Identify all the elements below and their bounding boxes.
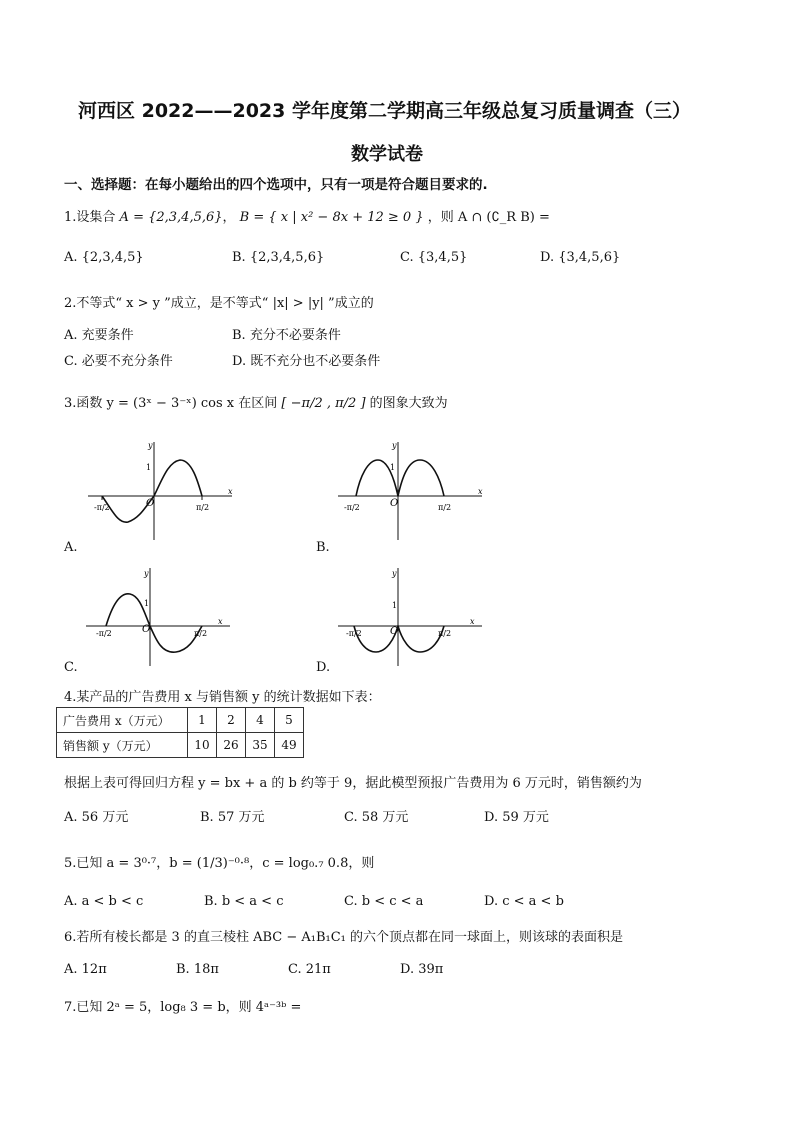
q5-option-b: B. b < a < c <box>204 894 284 909</box>
page-subtitle: 数学试卷 <box>351 144 423 165</box>
graph-b-one: 1 <box>390 463 396 472</box>
q3-label-c: C. <box>64 660 78 675</box>
q2-option-b: B. 充分不必要条件 <box>232 328 341 343</box>
table-row <box>57 733 304 758</box>
graph-b-origin: O <box>390 498 399 509</box>
q6-option-a: A. 12π <box>64 962 107 977</box>
q6-option-c: C. 21π <box>288 962 331 977</box>
q6-option-b: B. 18π <box>176 962 219 977</box>
q4-row2-cell: 26 <box>217 733 246 758</box>
q4-row2-cell: 49 <box>275 733 304 758</box>
q4-option-b: B. 57 万元 <box>200 810 265 825</box>
q1-option-d: D. {3,4,5,6} <box>540 250 621 265</box>
q1-option-b: B. {2,3,4,5,6} <box>232 250 325 265</box>
q4-followup: 根据上表可得回归方程 y = bx + a 的 b 约等于 9，据此模型预报广告费用为 6 万元时，销售额约为 <box>64 776 642 791</box>
graph-c-curve <box>106 594 202 652</box>
graph-d-half-pi: π/2 <box>438 629 452 638</box>
q5-option-d: D. c < a < b <box>484 894 564 909</box>
q2-option-c: C. 必要不充分条件 <box>64 354 173 369</box>
graph-c-origin: O <box>142 624 151 635</box>
question-1: 1.设集合 A = {2,3,4,5,6}， B = { x | x² − 8x + 12 ≥ 0 } ，则 A ∩ (∁_R B) = <box>64 210 550 225</box>
q6-option-d: D. 39π <box>400 962 444 977</box>
question-2: 2.不等式“ x > y ”成立，是不等式“ |x| > |y| ”成立的 <box>64 296 374 311</box>
graph-c <box>86 566 236 666</box>
page-title: 河西区 2022——2023 学年度第二学期高三年级总复习质量调查（三） <box>78 100 691 122</box>
graph-b-half-pi: π/2 <box>438 503 452 512</box>
question-4: 4.某产品的广告费用 x 与销售额 y 的统计数据如下表： <box>64 690 381 705</box>
graph-d-axis-y: y <box>392 569 397 578</box>
q5-option-a: A. a < b < c <box>64 894 144 909</box>
graph-a-half-pi: π/2 <box>196 503 210 512</box>
graph-c-axis-y: y <box>144 569 149 578</box>
question-7: 7.已知 2ᵃ = 5，log₈ 3 = b，则 4ᵃ⁻³ᵇ = <box>64 1000 302 1015</box>
graph-a-curve <box>102 460 202 522</box>
graph-a <box>88 440 238 540</box>
q1-ask: ，则 A ∩ (∁_R B) = <box>427 210 550 225</box>
q3-label-b: B. <box>316 540 330 555</box>
question-5: 5.已知 a = 3⁰·⁷，b = (1/3)⁻⁰·⁸，c = log₀.₇ 0.8，则 <box>64 856 375 871</box>
q4-option-d: D. 59 万元 <box>484 810 549 825</box>
graph-c-one: 1 <box>144 599 150 608</box>
q4-row1-cell: 5 <box>275 708 304 733</box>
q4-row1-label: 广告费用 x（万元） <box>57 708 188 733</box>
graph-a-axis-y: y <box>148 441 153 450</box>
graph-b-axis-y: y <box>392 441 397 450</box>
section-heading: 一、选择题：在每小题给出的四个选项中，只有一项是符合题目要求的. <box>64 177 488 193</box>
q4-table <box>56 707 304 758</box>
graph-d-neg-half-pi: -π/2 <box>346 629 362 638</box>
q1-option-c: C. {3,4,5} <box>400 250 468 265</box>
graph-d-one: 1 <box>392 601 398 610</box>
q3-label-d: D. <box>316 660 331 675</box>
q4-option-a: A. 56 万元 <box>64 810 129 825</box>
q4-row2-cell: 35 <box>246 733 275 758</box>
question-6: 6.若所有棱长都是 3 的直三棱柱 ABC − A₁B₁C₁ 的六个顶点都在同一球面上，则该球的表面积是 <box>64 930 624 945</box>
graph-a-one: 1 <box>146 463 152 472</box>
graph-c-axis-x: x <box>218 617 223 626</box>
q1-option-a: A. {2,3,4,5} <box>64 250 144 265</box>
q4-table-wrap <box>56 707 304 758</box>
graph-a-neg-half-pi: -π/2 <box>94 503 110 512</box>
q4-row2-label: 销售额 y（万元） <box>57 733 188 758</box>
q2-option-a: A. 充要条件 <box>64 328 134 343</box>
table-row <box>57 708 304 733</box>
q4-row1-cell: 2 <box>217 708 246 733</box>
q3-text-post: 的图象大致为 <box>369 396 448 411</box>
q1-prefix: 1.设集合 <box>64 210 116 225</box>
graph-b <box>338 440 488 540</box>
q1-set-a: A = {2,3,4,5,6} <box>119 210 223 225</box>
q4-row1-cell: 4 <box>246 708 275 733</box>
q4-row1-cell: 1 <box>188 708 217 733</box>
q4-row2-cell: 10 <box>188 733 217 758</box>
graph-d-origin: O <box>390 626 399 637</box>
graph-a-axis-x: x <box>228 487 233 496</box>
graph-d-curve <box>354 626 444 652</box>
question-3 <box>64 392 448 411</box>
graph-b-axis-x: x <box>478 487 483 496</box>
q5-option-c: C. b < c < a <box>344 894 424 909</box>
graph-b-neg-half-pi: -π/2 <box>344 503 360 512</box>
q4-option-c: C. 58 万元 <box>344 810 409 825</box>
q3-text-pre: 3.函数 y = (3ˣ − 3⁻ˣ) cos x 在区间 <box>64 396 278 411</box>
q3-label-a: A. <box>64 540 78 555</box>
graph-a-origin: O <box>146 498 155 509</box>
graph-c-neg-half-pi: -π/2 <box>96 629 112 638</box>
q1-set-b: B = { x | x² − 8x + 12 ≥ 0 } <box>239 210 424 225</box>
q2-option-d: D. 既不充分也不必要条件 <box>232 354 381 369</box>
graph-b-curve <box>356 460 444 496</box>
graph-c-half-pi: π/2 <box>194 629 208 638</box>
q3-interval: [ −π/2 , π/2 ] <box>281 396 366 411</box>
graph-d-axis-x: x <box>470 617 475 626</box>
graph-d <box>338 566 488 666</box>
